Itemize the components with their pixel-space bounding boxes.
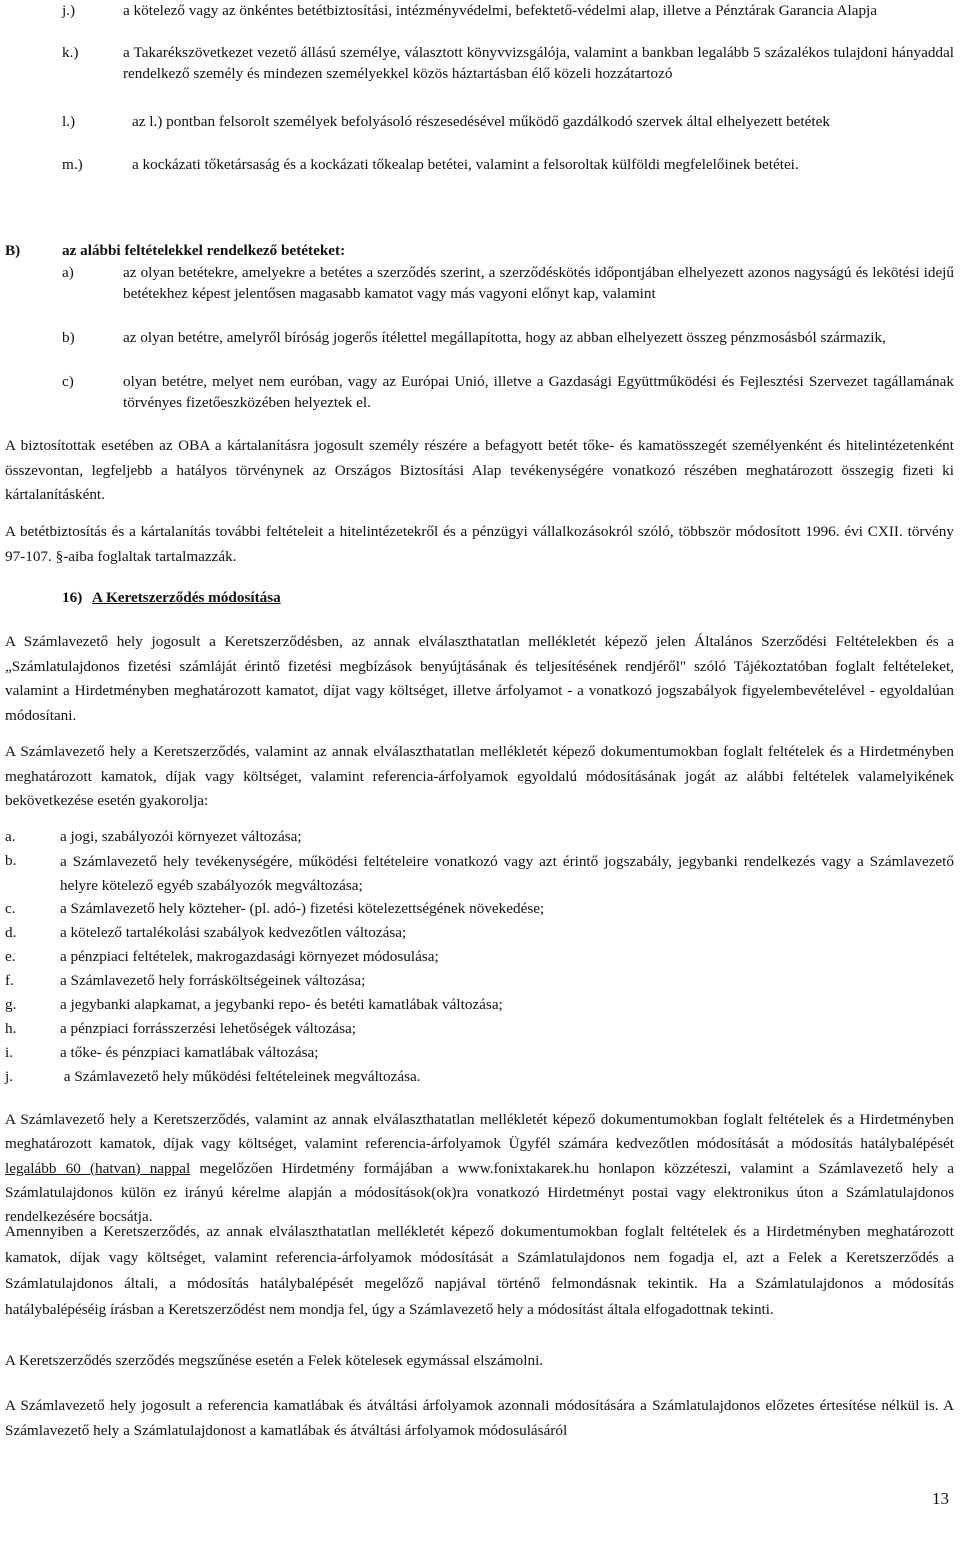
list-item-text: a Számlavezető hely működési feltételeinek megváltozása. <box>60 1068 421 1085</box>
paragraph-16c-after: megelőzően Hirdetmény formájában a www.fonixtakarek.hu honlapon közzéteszi, valamint a Számlavezető hely a Számlatulajdonos külön ez irányú kérelme alapján a módosítások(ok)ra vonatkozó Hirdetményt postai vagy elektronikus úton a Számlatulajdonos rendelkezésére bocsátja. <box>5 1159 954 1226</box>
list-label: l.) <box>62 113 76 130</box>
list-label: j.) <box>62 2 76 19</box>
list-item-text: a jogi, szabályozói környezet változása; <box>60 828 302 845</box>
list-label: k.) <box>62 44 79 61</box>
list-label: h. <box>5 1020 17 1037</box>
list-item-text: az olyan betétre, amelyről bíróság jogerős ítélettel megállapította, hogy az abban elhelyezett összeg pénzmosásból származik, <box>123 329 886 346</box>
section-16-number: 16) <box>62 589 83 606</box>
page-number: 13 <box>932 1489 949 1508</box>
list-label: i. <box>5 1044 14 1061</box>
list-item-text: a kockázati tőketársaság és a kockázati tőkealap betétei, valamint a felsoroltak külföldi megfelelőinek betétei. <box>132 156 799 173</box>
section-b-label: B) <box>5 242 21 259</box>
list-label: b) <box>62 329 75 346</box>
paragraph-oba: A biztosítottak esetében az OBA a kártalanításra jogosult személy részére a befagyott betét tőke- és kamatösszegét személyenként és hitelintézetenként összevontan, legfeljebb a hatályos törvénynek az Országos Biztosítási Alap tevékenységére vonatkozó részében meghatározott összegig fizeti ki kártalanításként. <box>5 437 954 503</box>
list-item-text: a kötelező vagy az önkéntes betétbiztosítási, intézményvédelmi, befektető-védelmi alap, illetve a Pénztárak Garancia Alapja <box>123 2 877 19</box>
list-label: g. <box>5 996 17 1013</box>
paragraph-16c <box>5 1108 954 1229</box>
list-label: a. <box>5 828 16 845</box>
list-item <box>0 850 960 898</box>
paragraph-16d: Amennyiben a Keretszerződés, az annak elválaszthatatlan mellékletét képező dokumentumokban foglalt feltételek és a Hirdetményben meghatározott kamatok, díjak vagy költséget, valamint referencia-árfolyamok módosítását a Számlatulajdonos nem fogadja el, azt a Felek a Keretszerződés a Számlatulajdonos általi, a módosítás hatálybalépését megelőző napjával történő felmondásnak tekintik. Ha a Számlatulajdonos a módosítás hatálybalépéséig írásban a Keretszerződést nem mondja fel, úgy a Számlavezető hely a módosítást általa elfogadottnak tekinti. <box>5 1223 954 1318</box>
list-item-text: a Számlavezető hely tevékenységére, működési feltételeire vonatkozó vagy azt érintő jogszabály, jegybanki rendelkezés vagy a Számlavezető helyre kötelező egyéb szabályozók megváltozása; <box>60 853 954 894</box>
list-label: c. <box>5 900 16 917</box>
section-16-title: A Keretszerződés módosítása <box>92 589 281 606</box>
list-label: e. <box>5 948 16 965</box>
list-label: d. <box>5 924 17 941</box>
list-item-text: a kötelező tartalékolási szabályok kedvezőtlen változása; <box>60 924 407 941</box>
list-label: b. <box>5 852 17 869</box>
list-label: m.) <box>62 156 83 173</box>
section-b-heading: az alábbi feltételekkel rendelkező betéteket: <box>62 242 346 259</box>
paragraph-betetbiztositas: A betétbiztosítás és a kártalanítás további feltételeit a hitelintézetekről és a pénzügyi vállalkozásokról szóló, többször módosított 1996. évi CXII. törvény 97-107. §-aiba foglaltak tartalmazzák. <box>5 523 954 565</box>
notice-period: legalább 60 (hatvan) nappal <box>5 1159 191 1177</box>
list-item <box>0 826 960 850</box>
list-item-text: az olyan betétekre, amelyekre a betétes a szerződés szerint, a szerződéskötés időpontjában elhelyezett azonos nagyságú és lekötési idejű betétekhez képest jelentősen magasabb kamatot vagy más vagyoni előnyt kap, valamint <box>123 264 954 302</box>
list-item-text: a pénzpiaci feltételek, makrogazdasági környezet módosulása; <box>60 948 439 965</box>
list-label: c) <box>62 373 74 390</box>
list-item-text: a Számlavezető hely forrásköltségeinek változása; <box>60 972 366 989</box>
list-label: a) <box>62 264 74 281</box>
list-item-text: a Számlavezető hely közteher- (pl. adó-) fizetési kötelezettségének növekedése; <box>60 900 545 917</box>
list-item-text: olyan betétre, melyet nem euróban, vagy az Európai Unió, illetve a Gazdasági Együttműködési és Fejlesztési Szervezet tagállamának törvényes fizetőeszközében helyeztek el. <box>123 373 954 411</box>
list-item-text: a Takarékszövetkezet vezető állású személye, választott könyvvizsgálója, valamint a bankban legalább 5 százalékos tulajdoni hányaddal rendelkező személy és mindezen személyekkel közös háztartásban élő közeli hozzátartozó <box>123 44 954 82</box>
list-item-text: a tőke- és pénzpiaci kamatlábak változása; <box>60 1044 319 1061</box>
list-item-text: az l.) pontban felsorolt személyek befolyásoló részesedésével működő gazdálkodó szervek által elhelyezett betétek <box>132 113 830 130</box>
paragraph-16e: A Keretszerződés szerződés megszűnése esetén a Felek kötelesek egymással elszámolni. <box>5 1352 544 1369</box>
paragraph-16b: A Számlavezető hely a Keretszerződés, valamint az annak elválaszthatatlan mellékletét képező dokumentumokban foglalt feltételek és a Hirdetményben meghatározott kamatok, díjak vagy költséget, valamint referencia-árfolyamok egyoldalú módosításának jogát az alábbi feltételek valamelyikének bekövetkezése esetén gyakorolja: <box>5 743 954 809</box>
list-item-text: a jegybanki alapkamat, a jegybanki repo- és betéti kamatlábak változása; <box>60 996 503 1013</box>
list-label: j. <box>5 1068 14 1085</box>
paragraph-16c-before: A Számlavezető hely a Keretszerződés, valamint az annak elválaszthatatlan mellékletét képező dokumentumokban foglalt feltételek és a Hirdetményben meghatározott kamatok, díjak vagy költséget, valamint referencia-árfolyamok Ügyfél számára kedvezőtlen módosítását a módosítás hatálybalépését <box>5 1111 954 1153</box>
paragraph-16a: A Számlavezető hely jogosult a Keretszerződésben, az annak elválaszthatatlan mellékletét képező jelen Általános Szerződési Feltételekben és a „Számlatulajdonos fizetési számláját érintő fizetési megbízások benyújtásának és teljesítésének rendjéről" szóló Tájékoztatóban foglalt feltételeket, valamint a Hirdetményben meghatározott kamatot, díjat vagy költséget, illetve árfolyamot - a vonatkozó jogszabályok figyelembevételével - egyoldalúan módosítani. <box>5 633 954 724</box>
list-label: f. <box>5 972 14 989</box>
paragraph-16f: A Számlavezető hely jogosult a referencia kamatlábak és átváltási árfolyamok azonnali módosítására a Számlatulajdonos előzetes értesítése nélkül is. A Számlavezető hely a Számlatulajdonost a kamatlábak és átváltási árfolyamok módosulásáról <box>5 1397 954 1439</box>
section-16-heading <box>62 587 281 608</box>
list-item-text: a pénzpiaci forrásszerzési lehetőségek változása; <box>60 1020 357 1037</box>
